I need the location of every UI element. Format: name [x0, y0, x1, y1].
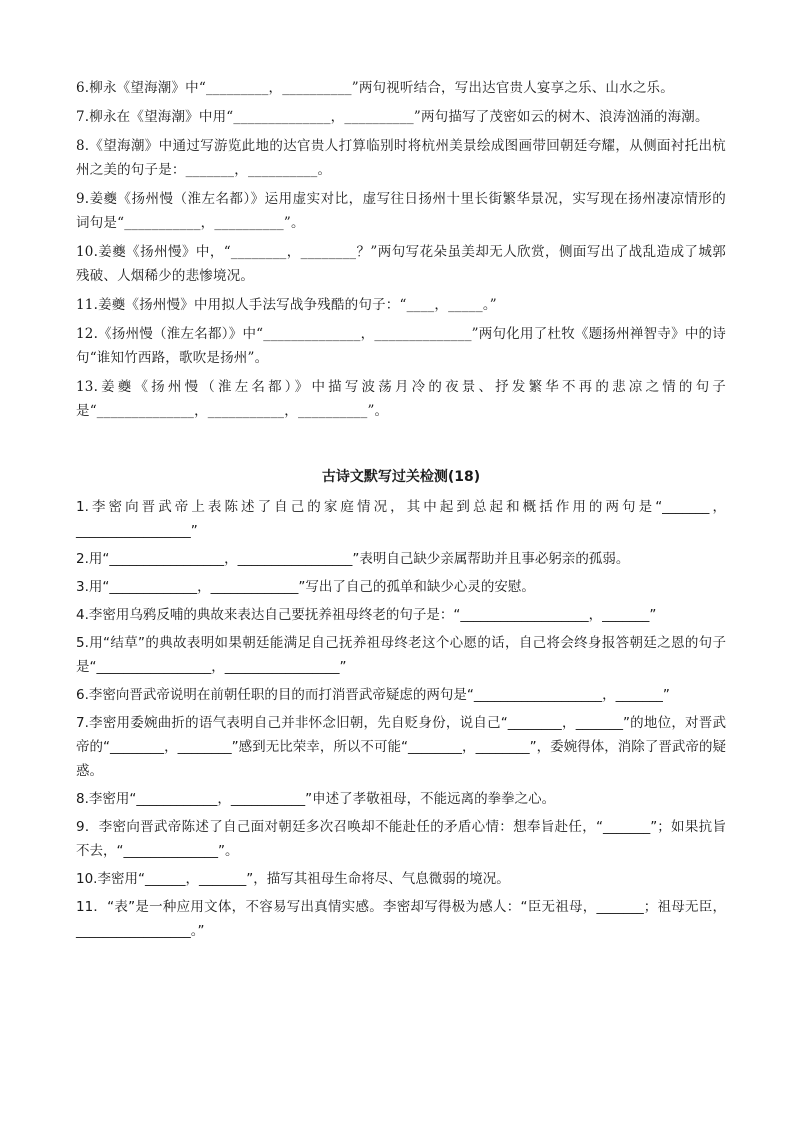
test-question-5: 5.用“结草”的典故表明如果朝廷能满足自己抚养祖母终老这个心愿的话，自己将会终身报答朝廷之恩的句子是“_________________，_________________” — [76, 635, 726, 675]
question-13: 13.姜夔《扬州慢（淮左名都）》中描写波荡月冷的夜景、抒发繁华不再的悲凉之情的句子是“______________，___________，__________”。 — [76, 379, 726, 419]
test-question-4: 4.李密用乌鸦反哺的典故来表达自己要抚养祖母终老的句子是：“___________________，_______” — [76, 607, 657, 623]
question-10: 10.姜夔《扬州慢》中，“________，________？”两句写花朵虽美却无人欣赏，侧面写出了战乱造成了城郭残破、人烟稀少的悲惨境况。 — [76, 244, 726, 284]
test-question-10: 10.李密用“______，_______”，描写其祖母生命将尽、气息微弱的境况。 — [76, 871, 510, 887]
test-question-1: 1.李密向晋武帝上表陈述了自己的家庭情况，其中起到总起和概括作用的两句是“_______，_________________” — [76, 499, 726, 539]
section-title: 古诗文默写过关检测(18) — [321, 469, 481, 485]
test-question-2: 2.用“_________________，_________________”表明自己缺少亲属帮助并且事必躬亲的孤弱。 — [76, 551, 630, 567]
test-question-9: 9．李密向晋武帝陈述了自己面对朝廷多次召唤却不能赴任的矛盾心情：想奉旨赴任，“_______”；如果抗旨不去，“______________”。 — [76, 819, 726, 859]
question-8: 8.《望海潮》中通过写游览此地的达官贵人打算临别时将杭州美景绘成图画带回朝廷夸耀，从侧面衬托出杭州之美的句子是：_______，__________。 — [76, 138, 726, 178]
test-question-8: 8.李密用“____________，___________”申述了孝敬祖母，不能远离的拳拳之心。 — [76, 791, 556, 807]
question-7: 7.柳永在《望海潮》中用“______________，__________”两句描写了茂密如云的树木、浪涛汹涌的海潮。 — [76, 109, 709, 125]
question-12: 12.《扬州慢（淮左名都）》中“______________，______________”两句化用了杜牧《题扬州禅智寺》中的诗句“谁知竹西路，歌吹是扬州”。 — [76, 326, 726, 366]
test-question-11: 11．“表”是一种应用文体，不容易写出真情实感。李密却写得极为感人：“臣无祖母，_______；祖母无臣，_________________。” — [76, 899, 726, 939]
test-question-7: 7.李密用委婉曲折的语气表明自己并非怀念旧朝，先自贬身份，说自己“________，_______”的地位，对晋武帝的“________，________”感到无比荣幸，所以不可能“________，________”，委婉得体，消除了晋武帝的疑惑。 — [76, 715, 726, 779]
section-wanghaichao-yangzhoumen — [76, 76, 726, 423]
test-question-6: 6.李密向晋武帝说明在前朝任职的目的而打消晋武帝疑虑的两句是“___________________，_______” — [76, 687, 670, 703]
question-9: 9.姜夔《扬州慢（淮左名都）》运用虚实对比，虚写往日扬州十里长街繁华景况，实写现在扬州凄凉情形的词句是“___________，__________”。 — [76, 191, 726, 231]
document-content — [76, 76, 726, 947]
section-chenqingbiao — [76, 495, 726, 943]
question-11: 11.姜夔《扬州慢》中用拟人手法写战争残酷的句子：“____，_____。” — [76, 297, 497, 313]
question-6: 6.柳永《望海潮》中“_________，__________”两句视听结合，写出达官贵人宴享之乐、山水之乐。 — [76, 80, 674, 96]
test-question-3: 3.用“_____________，_____________”写出了自己的孤单和缺少心灵的安慰。 — [76, 579, 535, 595]
